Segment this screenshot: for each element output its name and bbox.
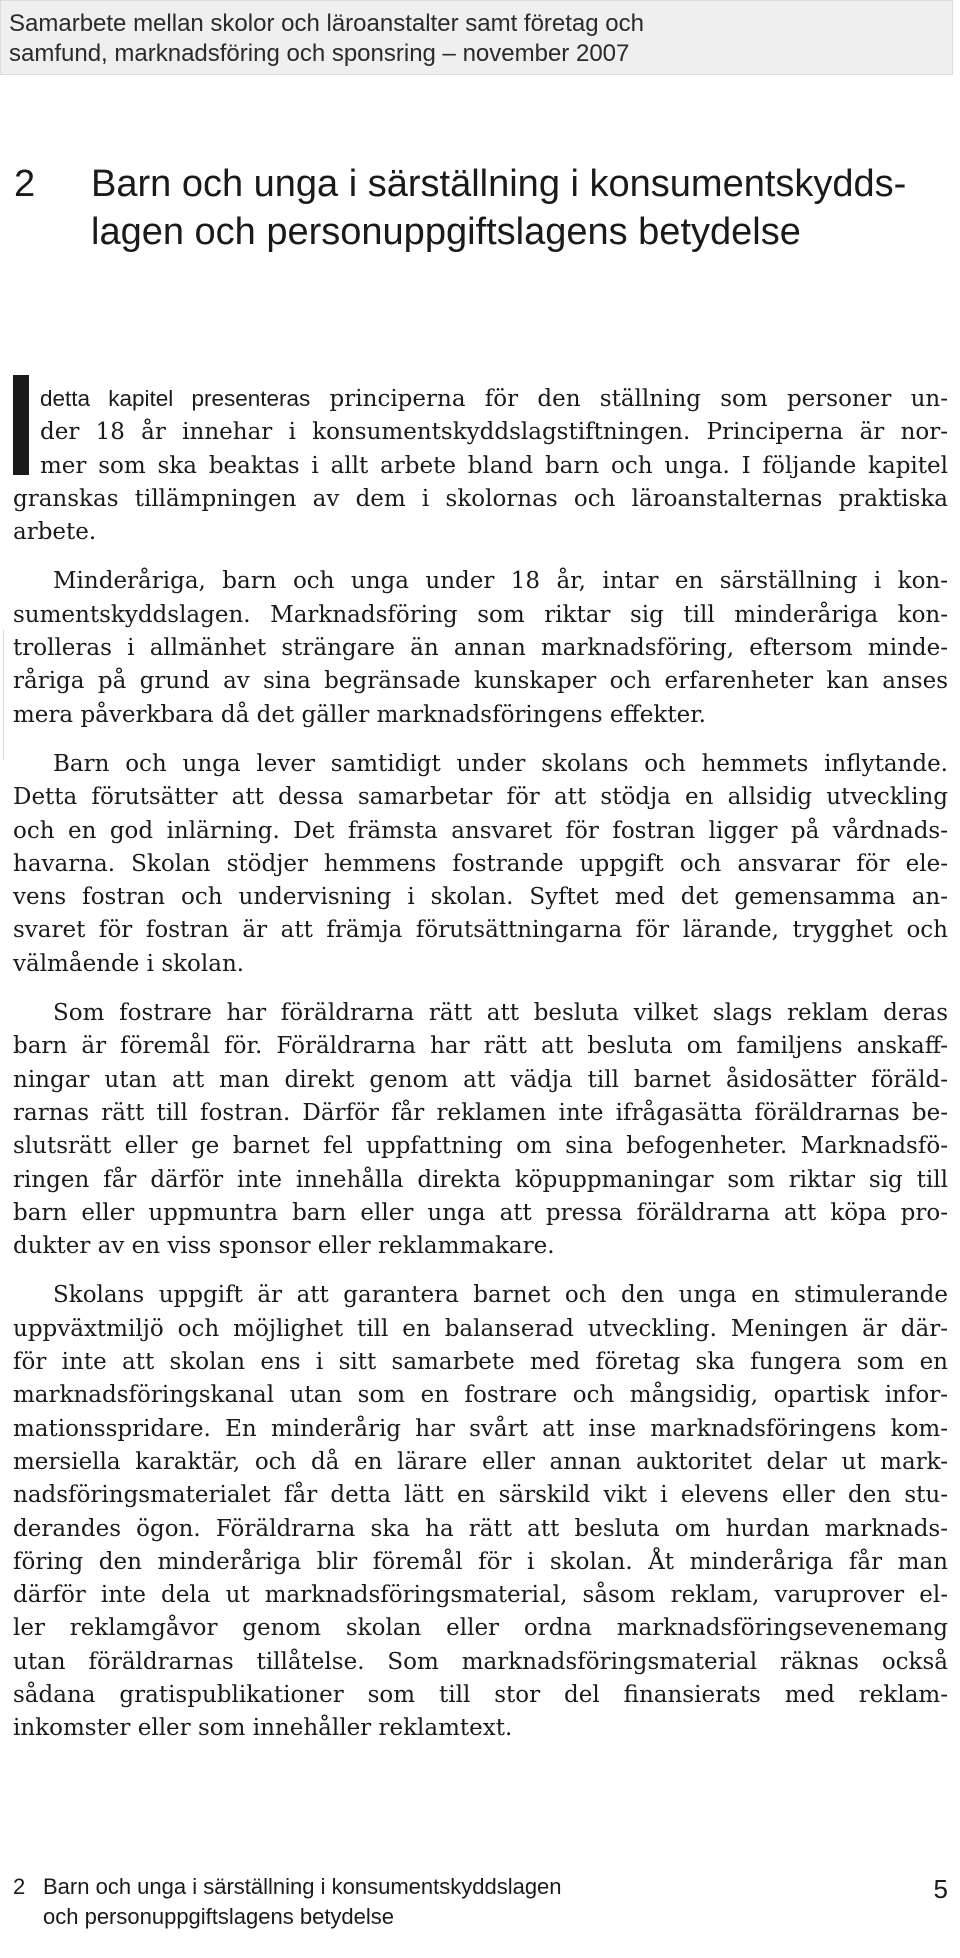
- paragraph-line: välmående i skolan.: [13, 950, 245, 977]
- paragraph-school-task: [13, 1279, 948, 1745]
- chapter-title-line-1: Barn och unga i särställning i konsumentskydds-: [91, 163, 907, 205]
- paragraph-minors: [13, 565, 948, 731]
- chapter-title-line-2: lagen och personuppgiftslagens betydelse: [91, 211, 801, 253]
- body-text: [13, 382, 948, 1746]
- paragraph-line: [13, 382, 948, 416]
- paragraph-line: marknadsföringskanal utan som en fostrare och mångsidig, opartisk infor-: [13, 1382, 948, 1409]
- intro-line-1-rest: principerna för den ställning som personer un-: [310, 386, 948, 412]
- paragraph-line: och en god inlärning. Det främsta ansvaret för fostran ligger på vårdnads-: [13, 817, 948, 844]
- paragraph-line: arbete.: [13, 519, 97, 546]
- footer-chapter-number: 2: [13, 1874, 26, 1899]
- chapter-title: [91, 160, 921, 256]
- paragraph-line: derandes ögon. Föräldrarna ska ha rätt att besluta om hurdan marknads-: [13, 1515, 948, 1542]
- paragraph-line: råriga på grund av sina begränsade kunskaper och erfarenheter kan anses: [13, 668, 948, 695]
- running-footer: [13, 1872, 948, 1942]
- running-header-text: [9, 9, 644, 69]
- paragraph-line: inkomster eller som innehåller reklamtext.: [13, 1715, 513, 1742]
- paragraph-line: ningar utan att man direkt genom att vädja till barnet åsidosätter föräld-: [13, 1066, 948, 1093]
- paragraph-line: mera påverkbara då det gäller marknadsföringens effekter.: [13, 701, 706, 728]
- paragraph-line: der 18 år innehar i konsumentskyddslagstiftningen. Principerna är nor-: [40, 419, 948, 446]
- paragraph-intro: [13, 382, 948, 549]
- page-number: 5: [933, 1874, 948, 1904]
- chapter-number: 2: [14, 163, 36, 205]
- paragraph-line: utan föräldrarnas tillåtelse. Som marknadsföringsmaterial räknas också: [13, 1648, 948, 1675]
- paragraph-line: för inte att skolan ens i sitt samarbete med företag ska fungera som en: [13, 1349, 948, 1376]
- paragraph-line: barn är föremål för. Föräldrarna har rätt att besluta om familjens anskaff-: [13, 1033, 948, 1060]
- paragraph-line: slutsrätt eller ge barnet fel uppfattning om sina befogenheter. Marknadsfö-: [13, 1133, 948, 1160]
- paragraph-line: Barn och unga lever samtidigt under skolans och hemmets inflytande.: [53, 750, 948, 777]
- paragraph-line: trolleras i allmänhet strängare än annan marknadsföring, eftersom minde-: [13, 635, 948, 662]
- paragraph-line: Som fostrare har föräldrarna rätt att besluta vilket slags reklam deras: [53, 1000, 948, 1027]
- paragraph-line: vens fostran och undervisning i skolan. Syftet med det gemensamma an-: [13, 884, 948, 911]
- paragraph-line: mer som ska beaktas i allt arbete bland barn och unga. I följande kapitel: [40, 452, 948, 479]
- running-header-line-2: samfund, marknadsföring och sponsring – november 2007: [9, 40, 630, 67]
- paragraph-school-home: [13, 748, 948, 981]
- paragraph-line: granskas tillämpningen av dem i skolornas och läroanstalternas praktiska: [13, 485, 948, 512]
- paragraph-line: sumentskyddslagen. Marknadsföring som riktar sig till minderåriga kon-: [13, 601, 948, 628]
- running-header-line-1: Samarbete mellan skolor och läroanstalter samt företag och: [9, 10, 644, 37]
- paragraph-line: ringen får därför inte innehålla direkta köpuppmaningar som riktar sig till: [13, 1166, 948, 1193]
- paragraph-line: uppväxtmiljö och möjlighet till en balanserad utveckling. Meningen är där-: [13, 1315, 948, 1342]
- paragraph-line: mationsspridare. En minderårig har svårt att inse marknadsföringens kom-: [13, 1415, 948, 1442]
- paragraph-line: Detta förutsätter att dessa samarbetar för att stödja en allsidig utveckling: [13, 784, 948, 811]
- paragraph-line: mersiella karaktär, och då en lärare eller annan auktoritet delar ut mark-: [13, 1448, 948, 1475]
- footer-chapter-title: [43, 1872, 743, 1932]
- paragraph-line: därför inte dela ut marknadsföringsmaterial, såsom reklam, varuprover el-: [13, 1582, 948, 1609]
- paragraph-line: Skolans uppgift är att garantera barnet och den unga en stimulerande: [53, 1282, 948, 1309]
- paragraph-line: ler reklamgåvor genom skolan eller ordna marknadsföringsevenemang: [13, 1615, 948, 1642]
- margin-rule: [3, 630, 4, 760]
- paragraph-line: nadsföringsmaterialet får detta lätt en särskild vikt i elevens eller den stu-: [13, 1482, 948, 1509]
- paragraph-line: svaret för fostran är att främja förutsättningarna för lärande, trygghet och: [13, 917, 948, 944]
- paragraph-line: dukter av en viss sponsor eller reklammakare.: [13, 1233, 555, 1260]
- intro-lead-text: detta kapitel presenteras: [40, 386, 311, 411]
- paragraph-parents: [13, 997, 948, 1263]
- footer-title-line-1: Barn och unga i särställning i konsumentskyddslagen: [43, 1874, 562, 1899]
- paragraph-line: sådana gratispublikationer som till stor del finansierats med reklam-: [13, 1681, 948, 1708]
- paragraph-line: havarna. Skolan stödjer hemmens fostrande uppgift och ansvarar för ele-: [13, 850, 948, 877]
- paragraph-line: föring den minderåriga blir föremål för i skolan. Åt minderåriga får man: [13, 1548, 948, 1575]
- paragraph-line: rarnas rätt till fostran. Därför får reklamen inte ifrågasätta föräldrarnas be-: [13, 1099, 948, 1126]
- paragraph-line: Minderåriga, barn och unga under 18 år, intar en särställning i kon-: [53, 568, 948, 595]
- paragraph-line: barn eller uppmuntra barn eller unga att pressa föräldrarna att köpa pro-: [13, 1199, 948, 1226]
- footer-title-line-2: och personuppgiftslagens betydelse: [43, 1904, 395, 1929]
- running-header: [0, 0, 953, 75]
